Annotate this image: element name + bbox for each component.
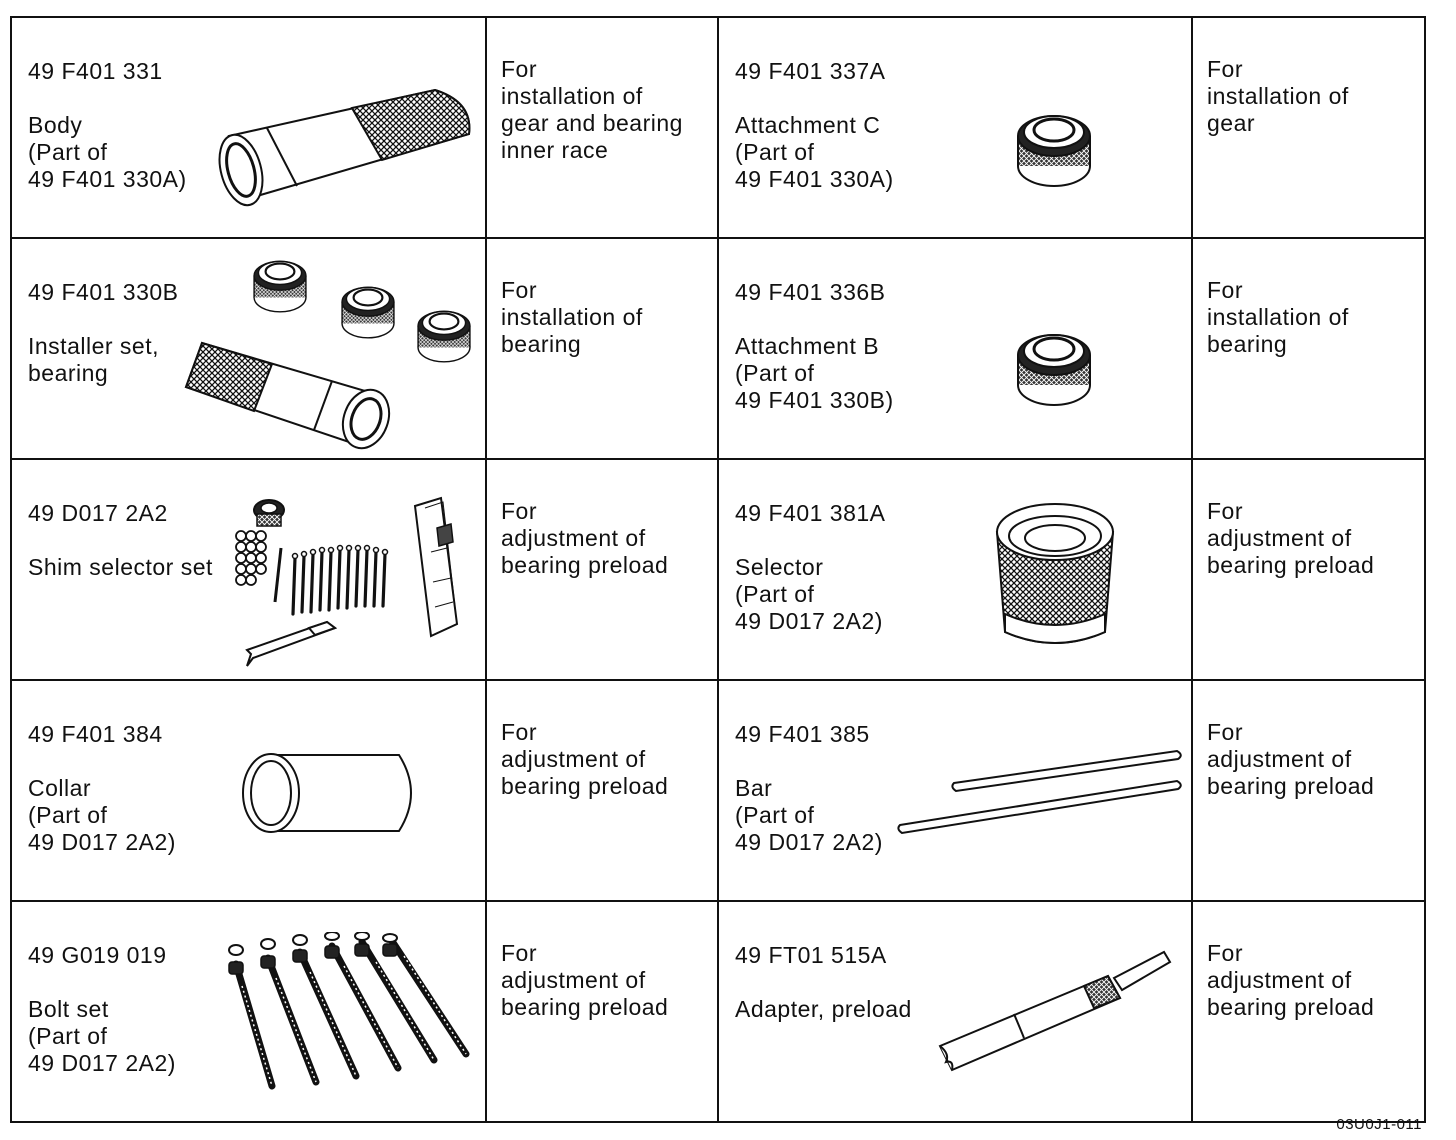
tool-name: Installer set, bearing [28, 333, 159, 386]
tool-cell [718, 901, 1192, 1122]
part-number: 49 FT01 515A [735, 942, 887, 968]
tool-use: For adjustment of bearing preload [1207, 719, 1375, 799]
bolt-set-icon [212, 932, 487, 1117]
tool-use: For adjustment of bearing preload [501, 719, 669, 799]
tool-name: Collar (Part of 49 D017 2A2) [28, 775, 176, 855]
tool-row [11, 238, 1425, 459]
tool-cell [718, 238, 1192, 459]
tool-use-cell [486, 901, 718, 1122]
tool-use: For installation of gear [1207, 56, 1349, 136]
tool-use-cell [486, 459, 718, 680]
selector-icon [981, 496, 1131, 656]
tool-use: For adjustment of bearing preload [1207, 940, 1375, 1020]
tool-cell [11, 901, 486, 1122]
tool-name: Body (Part of 49 F401 330A) [28, 112, 187, 192]
tool-row [11, 459, 1425, 680]
shim-selector-set-icon [217, 492, 482, 672]
tool-use-cell [1192, 17, 1425, 238]
bar-icon [894, 739, 1189, 849]
attachment-c-icon [1004, 96, 1104, 196]
tool-cell [718, 680, 1192, 901]
body-tube-icon [207, 78, 477, 228]
tool-cell [718, 17, 1192, 238]
tool-use: For adjustment of bearing preload [501, 940, 669, 1020]
part-number: 49 F401 385 [735, 721, 870, 747]
tool-use-cell [1192, 238, 1425, 459]
tool-name: Bolt set (Part of 49 D017 2A2) [28, 996, 176, 1076]
special-service-tools-table [10, 16, 1426, 1123]
tool-row [11, 680, 1425, 901]
tool-cell [11, 680, 486, 901]
tool-use-cell [486, 238, 718, 459]
part-number: 49 D017 2A2 [28, 500, 168, 526]
part-number: 49 F401 330B [28, 279, 179, 305]
tool-name: Shim selector set [28, 554, 213, 580]
tool-use-cell [1192, 680, 1425, 901]
tool-name: Attachment B (Part of 49 F401 330B) [735, 333, 894, 413]
attachment-b-icon [1004, 315, 1104, 415]
part-number: 49 F401 337A [735, 58, 886, 84]
tool-name: Selector (Part of 49 D017 2A2) [735, 554, 883, 634]
tool-use-cell [1192, 459, 1425, 680]
tool-cell [11, 459, 486, 680]
tool-use-cell [486, 680, 718, 901]
part-number: 49 F401 384 [28, 721, 163, 747]
tool-use-cell [1192, 901, 1425, 1122]
tool-name: Bar (Part of 49 D017 2A2) [735, 775, 883, 855]
tool-use: For installation of bearing [1207, 277, 1349, 357]
tool-cell [718, 459, 1192, 680]
installer-set-icon [182, 247, 482, 452]
tool-use: For adjustment of bearing preload [501, 498, 669, 578]
part-number: 49 F401 331 [28, 58, 163, 84]
tool-use: For installation of gear and bearing inner race [501, 56, 683, 163]
part-number: 49 F401 336B [735, 279, 886, 305]
tool-row [11, 17, 1425, 238]
tool-use-cell [486, 17, 718, 238]
figure-code: 03U0J1-011 [1336, 1116, 1422, 1133]
tool-cell [11, 238, 486, 459]
part-number: 49 G019 019 [28, 942, 167, 968]
tool-cell [11, 17, 486, 238]
part-number: 49 F401 381A [735, 500, 886, 526]
tool-name: Attachment C (Part of 49 F401 330A) [735, 112, 894, 192]
tool-use: For adjustment of bearing preload [1207, 498, 1375, 578]
tool-use: For installation of bearing [501, 277, 643, 357]
collar-icon [227, 741, 437, 851]
tool-row [11, 901, 1425, 1122]
preload-adapter-icon [934, 932, 1179, 1077]
tool-name: Adapter, preload [735, 996, 912, 1022]
